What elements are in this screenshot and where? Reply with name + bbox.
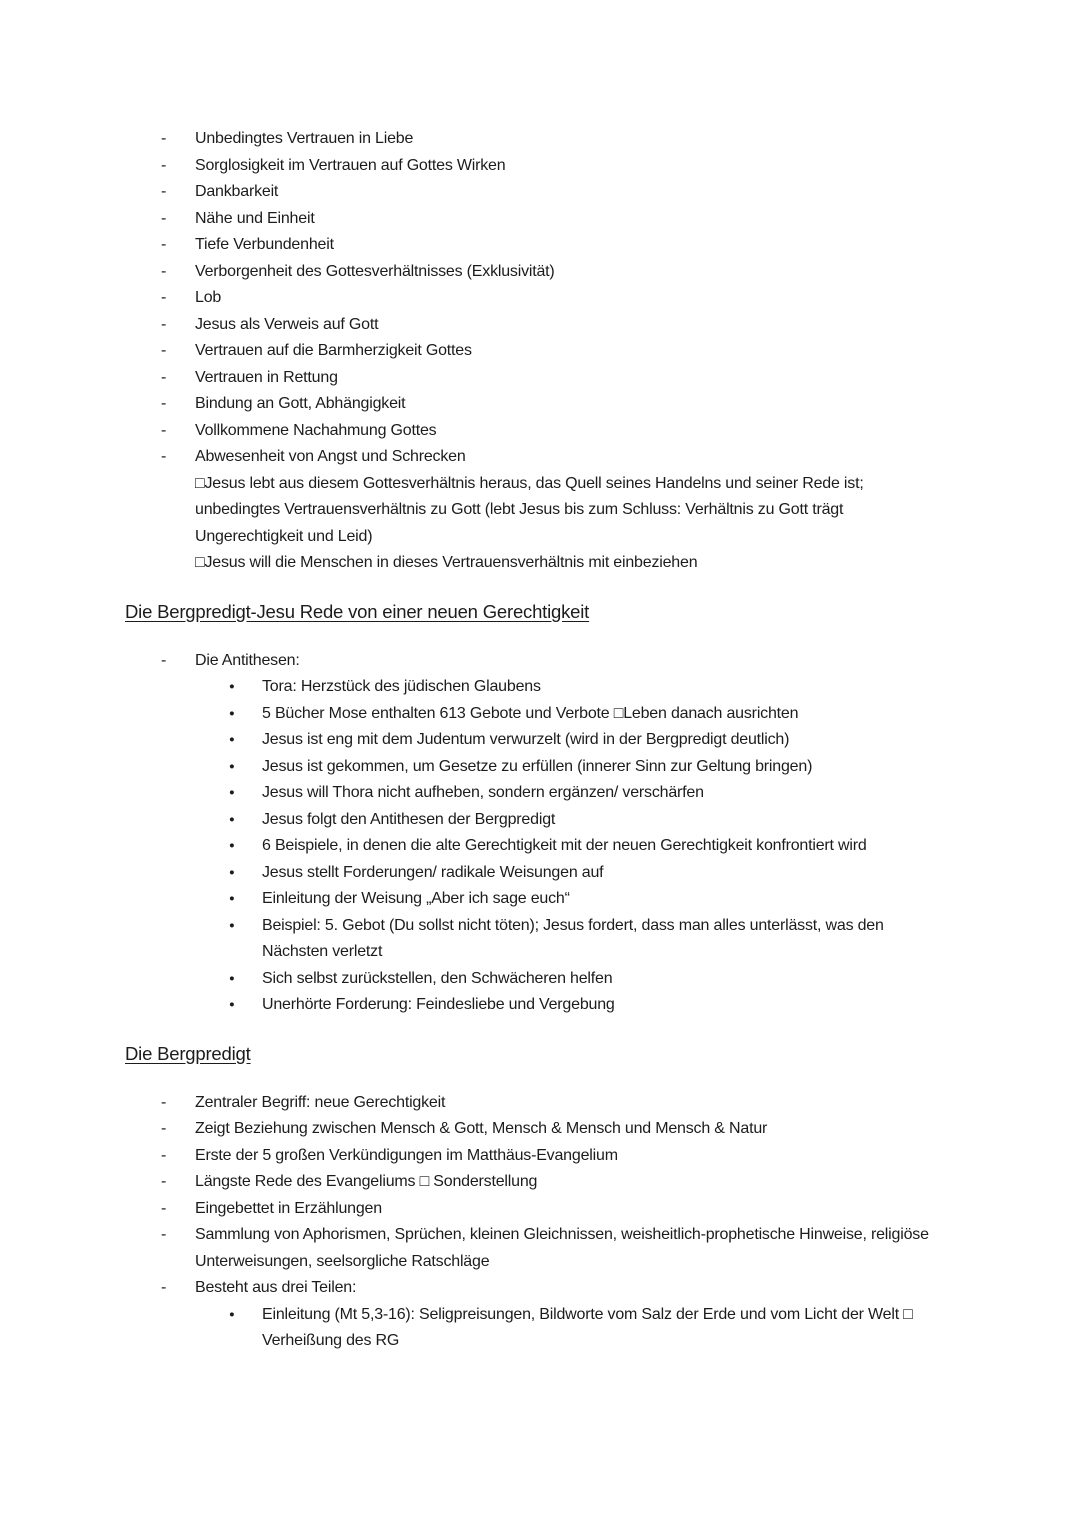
dot-bullet: ●: [229, 866, 235, 878]
dot-bullet: ●: [229, 681, 235, 692]
dot-bullet: ●: [229, 1308, 235, 1320]
list-item: [125, 206, 942, 233]
list-item: [125, 259, 942, 286]
list-item: [125, 1169, 942, 1196]
list-item: [125, 338, 942, 365]
list-item: [125, 1275, 942, 1302]
list-item-text: Vollkommene Nachahmung Gottes: [195, 421, 437, 439]
dot-bullet: ●: [229, 972, 235, 984]
sub-list-item-text: Einleitung (Mt 5,3-16): Seligpreisungen, Bildworte vom Salz der Erde und vom Licht der Welt □ Verheißung des RG: [262, 1305, 913, 1349]
list-item-text: Erste der 5 großen Verkündigungen im Matthäus-Evangelium: [195, 1146, 618, 1164]
list-item-text: Längste Rede des Evangeliums □ Sonderstellung: [195, 1173, 538, 1190]
dash-bullet: -: [161, 421, 167, 439]
list-item-text: Besteht aus drei Teilen:: [195, 1279, 357, 1296]
list-item: [125, 285, 942, 312]
dash-bullet: -: [161, 1226, 167, 1243]
dot-bullet: ●: [229, 893, 235, 904]
dot-bullet: ●: [229, 707, 235, 719]
list-item: [125, 1222, 942, 1275]
sub-list-item: [125, 807, 942, 834]
list-item: [125, 126, 942, 153]
list-item-text: Eingebettet in Erzählungen: [195, 1199, 382, 1217]
list-item: [125, 179, 942, 206]
list-item: [125, 444, 942, 471]
list-item: [125, 365, 942, 392]
intro-list: [125, 126, 942, 577]
dash-bullet: -: [161, 315, 167, 333]
dot-bullet: ●: [229, 760, 235, 772]
dot-bullet: ●: [229, 813, 235, 825]
dash-bullet: -: [161, 289, 167, 306]
dash-bullet: -: [161, 1279, 167, 1296]
list-item-text: Verborgenheit des Gottesverhältnisses (Exklusivität): [195, 262, 555, 280]
dash-bullet: -: [161, 156, 167, 174]
list-item-text: Jesus als Verweis auf Gott: [195, 315, 379, 333]
dot-bullet: ●: [229, 919, 235, 931]
sub-list-item: [125, 966, 942, 993]
list-item-text: Nähe und Einheit: [195, 209, 315, 227]
sub-list-item-text: Jesus stellt Forderungen/ radikale Weisungen auf: [262, 863, 604, 881]
sub-list-item: [125, 701, 942, 728]
dash-bullet: -: [161, 342, 167, 359]
sub-list-item-text: Tora: Herzstück des jüdischen Glaubens: [262, 678, 541, 695]
dot-bullet: ●: [229, 734, 235, 745]
note-line: [125, 471, 942, 551]
sub-list-item: [125, 992, 942, 1019]
list-item-text: Abwesenheit von Angst und Schrecken: [195, 448, 466, 465]
list-item: [125, 418, 942, 445]
dash-bullet: -: [161, 1093, 167, 1111]
list-item: [125, 232, 942, 259]
list-item-text: Unbedingtes Vertrauen in Liebe: [195, 130, 414, 147]
sub-list-item-text: Jesus ist eng mit dem Judentum verwurzelt (wird in der Bergpredigt deutlich): [262, 731, 790, 748]
note-text: □Jesus lebt aus diesem Gottesverhältnis heraus, das Quell seines Handelns und seiner Rede ist; unbedingtes Vertrauensverhältnis zu Gott (lebt Jesus bis zum Schluss: Verhältnis zu Gott trägt Ungerechtigkeit und Leid): [195, 474, 864, 545]
sub-list-item: [125, 780, 942, 807]
sub-list-item-text: 6 Beispiele, in denen die alte Gerechtigkeit mit der neuen Gerechtigkeit konfrontiert wird: [262, 837, 867, 854]
dash-bullet: -: [161, 236, 167, 253]
sub-list-item: [125, 886, 942, 913]
sub-list-item: [125, 860, 942, 887]
dot-bullet: ●: [229, 840, 235, 851]
list-item-text: Sorglosigkeit im Vertrauen auf Gottes Wirken: [195, 156, 506, 174]
list-item-text: Zeigt Beziehung zwischen Mensch & Gott, Mensch & Mensch und Mensch & Natur: [195, 1120, 768, 1137]
dash-bullet: -: [161, 183, 167, 200]
sub-list-item: [125, 754, 942, 781]
list-item: [125, 1090, 942, 1117]
antithesen-section: [125, 648, 942, 1019]
dot-bullet: ●: [229, 787, 235, 798]
note-line: [125, 550, 942, 577]
sub-list-item-text: Jesus folgt den Antithesen der Bergpredigt: [262, 810, 556, 828]
sub-list-item-text: Sich selbst zurückstellen, den Schwächeren helfen: [262, 969, 613, 987]
list-item-text: Sammlung von Aphorismen, Sprüchen, kleinen Gleichnissen, weisheitlich-prophetische Hinweise, religiöse Unterweisungen, seelsorgliche Ratschläge: [195, 1226, 929, 1270]
dash-bullet: -: [161, 448, 167, 465]
dash-bullet: -: [161, 130, 167, 147]
list-item-text: Zentraler Begriff: neue Gerechtigkeit: [195, 1093, 446, 1111]
bergpredigt-section: [125, 1090, 942, 1355]
sub-list-item-text: Einleitung der Weisung „Aber ich sage euch“: [262, 890, 570, 907]
list-item: [125, 312, 942, 339]
heading-neue-gerechtigkeit: Die Bergpredigt-Jesu Rede von einer neuen Gerechtigkeit: [125, 600, 590, 622]
list-item: [125, 1196, 942, 1223]
sub-list-item-text: Unerhörte Forderung: Feindesliebe und Vergebung: [262, 996, 615, 1013]
dash-bullet: -: [161, 262, 167, 280]
dash-bullet: -: [161, 651, 167, 669]
sub-list-item-text: Beispiel: 5. Gebot (Du sollst nicht töten); Jesus fordert, dass man alles unterlässt, was den Nächsten verletzt: [262, 916, 884, 960]
list-item-text: Lob: [195, 289, 222, 306]
list-item-text: Die Antithesen:: [195, 651, 300, 669]
list-item-text: Tiefe Verbundenheit: [195, 236, 334, 253]
dash-bullet: -: [161, 1146, 167, 1164]
sub-list-item-text: 5 Bücher Mose enthalten 613 Gebote und Verbote □Leben danach ausrichten: [262, 704, 799, 722]
heading-bergpredigt: Die Bergpredigt: [125, 1042, 251, 1064]
list-item-text: Bindung an Gott, Abhängigkeit: [195, 395, 406, 412]
dash-bullet: -: [161, 1199, 167, 1217]
dot-bullet: ●: [229, 999, 235, 1010]
dash-bullet: -: [161, 1120, 167, 1137]
list-item-text: Vertrauen in Rettung: [195, 368, 338, 386]
list-item: [125, 648, 942, 675]
list-item-text: Dankbarkeit: [195, 183, 279, 200]
dash-bullet: -: [161, 209, 167, 227]
sub-list-item: [125, 674, 942, 701]
sub-list-item-text: Jesus will Thora nicht aufheben, sondern ergänzen/ verschärfen: [262, 784, 704, 801]
sub-list-item-text: Jesus ist gekommen, um Gesetze zu erfüllen (innerer Sinn zur Geltung bringen): [262, 757, 813, 775]
list-item: [125, 153, 942, 180]
dash-bullet: -: [161, 368, 167, 386]
sub-list-item: [125, 833, 942, 860]
sub-list-item: [125, 727, 942, 754]
sub-list-item: [125, 913, 942, 966]
list-item-text: Vertrauen auf die Barmherzigkeit Gottes: [195, 342, 472, 359]
list-item: [125, 1143, 942, 1170]
sub-list-item: [125, 1302, 942, 1355]
dash-bullet: -: [161, 1173, 167, 1190]
dash-bullet: -: [161, 395, 167, 412]
note-text: □Jesus will die Menschen in dieses Vertrauensverhältnis mit einbeziehen: [195, 554, 698, 571]
list-item: [125, 1116, 942, 1143]
list-item: [125, 391, 942, 418]
